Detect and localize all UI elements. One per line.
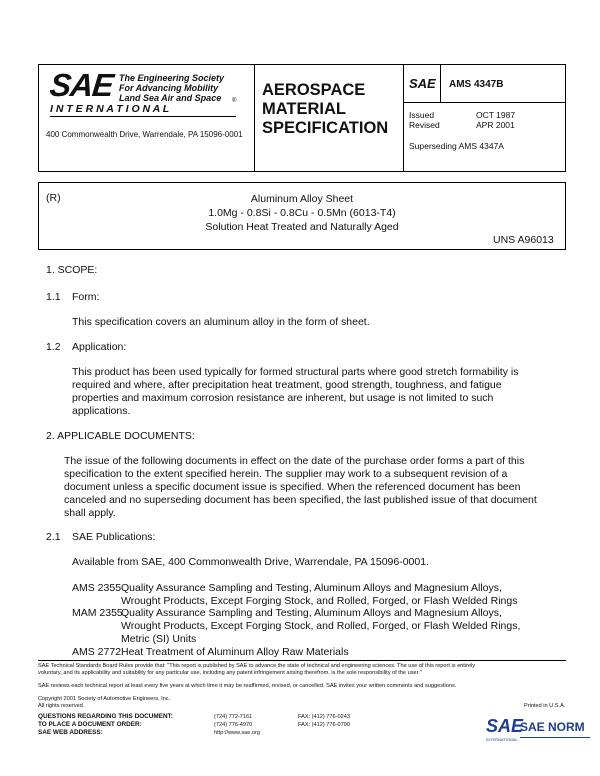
order-phone: (724) 776-4970 <box>214 722 253 728</box>
rights-line: All rights reserved. <box>38 703 85 709</box>
doc-number: AMS 4347B <box>449 79 504 90</box>
questions-phone: (724) 772-7161 <box>214 714 253 720</box>
logo-rule <box>50 116 236 117</box>
paragraph-line: shall apply. <box>64 507 116 519</box>
international-wordmark: I N T E R N A T I O N A L <box>50 103 170 115</box>
society-line-3: Land Sea Air and Space <box>119 93 222 103</box>
sae-logo-text: SAE <box>48 67 115 103</box>
ref-id-ams-2772: AMS 2772 <box>72 646 122 658</box>
ref-title-line: Metric (SI) Units <box>121 633 197 645</box>
printed-line: Printed in U.S.A. <box>524 703 566 709</box>
section-1-1-text: This specification covers an aluminum alloy in the form of sheet. <box>72 316 370 328</box>
copyright-line: Copyright 2001 Society of Automotive Engineers, Inc. <box>38 696 171 702</box>
title-line-3: Solution Heat Treated and Naturally Aged <box>205 221 399 233</box>
policy-line-1: SAE Technical Standards Board Rules provide that: "This report is published by SAE to advance the state of technical and engineering sciences. The use of this report is entirely <box>38 663 476 669</box>
paragraph-line: document unless a specific document issue is specified. When the referenced document has been <box>64 481 521 493</box>
society-line-2: For Advancing Mobility <box>119 83 219 93</box>
stamp-rule <box>520 737 590 738</box>
revision-mark: (R) <box>46 192 61 204</box>
spec-title-line-2: MATERIAL <box>262 100 347 118</box>
footer-rule <box>38 660 566 661</box>
section-1-2-paragraph <box>72 366 518 418</box>
section-1-1-number: 1.1 <box>46 291 61 303</box>
section-1-heading: 1. SCOPE: <box>46 264 98 276</box>
ref-id-ams-2355: AMS 2355 <box>72 582 122 594</box>
ref-title-line: Wrought Products, Except Forging Stock, and Rolled, Forged, or Flash Welded Rings, <box>121 620 521 632</box>
stamp-subtext: INTERNATIONAL <box>486 737 518 742</box>
paragraph-line: properties and maximum corrosion resistance are inherent, but usage is not limited to such <box>72 392 494 404</box>
address-text: 400 Commonwealth Drive, Warrendale, PA 15096-0001 <box>46 130 243 139</box>
uns-number: UNS A96013 <box>493 234 554 246</box>
revised-label: Revised <box>409 120 440 130</box>
section-2-1-title: SAE Publications: <box>72 531 156 543</box>
title-line-1: Aluminum Alloy Sheet <box>250 193 354 205</box>
questions-fax: FAX: (412) 776-0243 <box>298 714 350 720</box>
ref-title-line: Quality Assurance Sampling and Testing, Aluminum Alloys and Magnesium Alloys, <box>121 582 502 594</box>
section-1-2-title: Application: <box>72 341 127 353</box>
doc-number-divider <box>403 102 566 103</box>
section-1-1-title: Form: <box>72 291 100 303</box>
header-divider-left <box>254 64 255 172</box>
ref-title-line: Wrought Products, Except Forging Stock, and Rolled, Forged, or Flash Welded Rings <box>121 595 518 607</box>
questions-label: QUESTIONS REGARDING THIS DOCUMENT: <box>38 713 173 720</box>
issued-date: OCT 1987 <box>476 110 516 120</box>
stamp-sae-logo: SAE <box>486 716 524 736</box>
spec-title-line-3: SPECIFICATION <box>262 119 389 137</box>
section-1-2-number: 1.2 <box>46 341 61 353</box>
web-label: SAE WEB ADDRESS: <box>38 729 103 736</box>
society-line-1: The Engineering Society <box>119 73 225 83</box>
small-logo-divider <box>440 64 441 102</box>
header-divider-right <box>403 64 404 172</box>
paragraph-line: applications. <box>72 405 131 417</box>
stamp-text: SAE NORM <box>520 720 585 734</box>
ref-title-line: Heat Treatment of Aluminum Alloy Raw Materials <box>121 646 349 658</box>
ref-id-mam-2355: MAM 2355 <box>72 607 123 619</box>
title-line-2: 1.0Mg - 0.8Si - 0.8Cu - 0.5Mn (6013-T4) <box>208 207 396 219</box>
paragraph-line: canceled and no superseding document has been specified, the last published issue of that document <box>64 494 537 506</box>
paragraph-line: The issue of the following documents in effect on the date of the purchase order forms a part of this <box>64 455 525 467</box>
paragraph-line: specification to the extent specified herein. The supplier may work to a subsequent revision of a <box>64 468 508 480</box>
revised-date: APR 2001 <box>476 120 515 130</box>
order-label: TO PLACE A DOCUMENT ORDER: <box>38 721 142 728</box>
small-sae-logo: SAE <box>409 76 436 91</box>
order-fax: FAX: (412) 776-0790 <box>298 722 350 728</box>
section-2-1-text: Available from SAE, 400 Commonwealth Drive, Warrendale, PA 15096-0001. <box>72 556 429 568</box>
web-address-link[interactable]: http://www.sae.org <box>214 730 261 736</box>
spec-title-line-1: AEROSPACE <box>262 81 366 99</box>
superseding-text: Superseding AMS 4347A <box>409 141 504 151</box>
paragraph-line: This product has been used typically for formed structural parts where good stretch formability is <box>72 366 519 378</box>
review-line: SAE reviews each technical report at least every five years at which time it may be reaffirmed, revised, or cancelled. SAE invites your written comments and suggestions. <box>38 683 457 689</box>
policy-line-2: voluntary, and its applicability and suitability for any particular use, including any patent infringement arising therefrom, is the sole responsibility of the user." <box>38 670 422 676</box>
paragraph-line: required and where, after precipitation heat treatment, good strength, toughness, and fatigue <box>72 379 502 391</box>
issued-label: Issued <box>409 110 435 120</box>
section-2-1-number: 2.1 <box>46 531 61 543</box>
section-2-paragraph <box>64 455 537 520</box>
ref-title-line: Quality Assurance Sampling and Testing, Aluminum Alloys and Magnesium Alloys, <box>121 607 502 619</box>
section-2-heading: 2. APPLICABLE DOCUMENTS: <box>46 430 195 442</box>
material-title <box>38 192 566 234</box>
registered-mark: ® <box>232 98 237 104</box>
